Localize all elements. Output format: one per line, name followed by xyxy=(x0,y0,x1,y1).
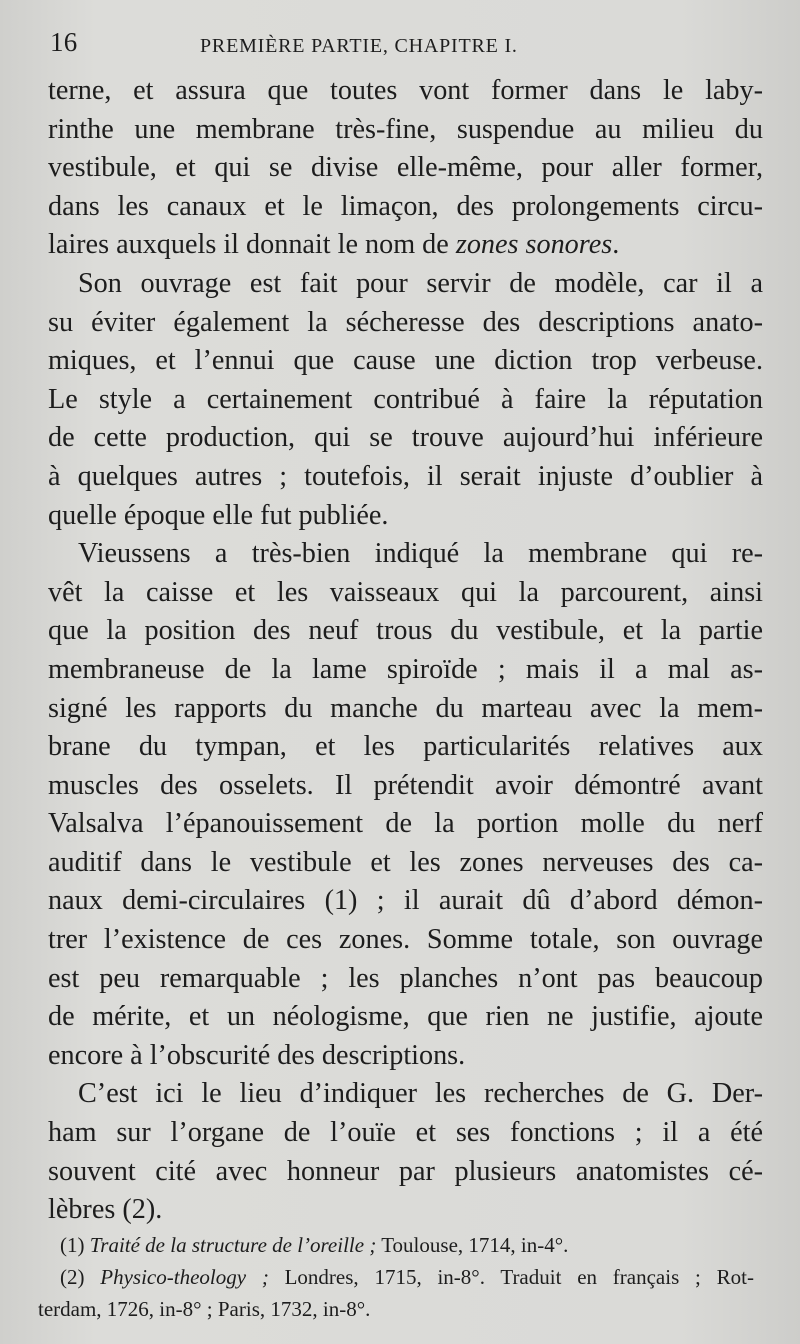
text-line: encore à l’obscurité des descriptions. xyxy=(48,1039,466,1071)
text-line: souvent cité avec honneur par plusieurs anatomistes cé- xyxy=(48,1155,763,1187)
running-head: PREMIÈRE PARTIE, CHAPITRE I. xyxy=(200,35,518,57)
page-header xyxy=(50,24,740,58)
text-line: auditif dans le vestibule et les zones nerveuses des ca- xyxy=(48,846,763,878)
text-line: vêt la caisse et les vaisseaux qui la parcourent, ainsi xyxy=(48,576,763,608)
paragraph-first-line: Son ouvrage est fait pour servir de modèle, car il a xyxy=(78,267,763,299)
text-line: brane du tympan, et les particularités relatives aux xyxy=(48,731,763,763)
text-segment: . xyxy=(612,229,620,261)
text-line: miques, et l’ennui que cause une diction trop verbeuse. xyxy=(48,345,763,377)
footnote-title: Traité de la structure de l’oreille ; xyxy=(89,1233,377,1257)
text-line: à quelques autres ; toutefois, il serait injuste d’oublier à xyxy=(48,460,763,492)
italic-term: zones sonores xyxy=(455,229,613,261)
text-line: lèbres (2). xyxy=(48,1194,163,1226)
text-line: su éviter également la sécheresse des descriptions anato- xyxy=(48,306,763,338)
text-line: dans les canaux et le limaçon, des prolongements circu- xyxy=(48,190,763,222)
footnote-marker: (2) xyxy=(60,1265,101,1289)
footnote-marker: (1) xyxy=(60,1233,90,1257)
footnote-details: Londres, 1715, in-8°. Traduit en français ; Rot- xyxy=(268,1265,754,1289)
paragraph-first-line: C’est ici le lieu d’indiquer les recherches de G. Der- xyxy=(78,1078,763,1110)
text-line: de cette production, qui se trouve aujourd’hui inférieure xyxy=(48,422,763,454)
footnote-details: Toulouse, 1714, in-4°. xyxy=(376,1233,569,1257)
text-line: membraneuse de la lame spiroïde ; mais il a mal as- xyxy=(48,653,763,685)
footnote-title: Physico-theology ; xyxy=(100,1265,269,1289)
text-segment: laires auxquels il donnait le nom de xyxy=(48,229,456,261)
text-line: ham sur l’organe de l’ouïe et ses fonctions ; il a été xyxy=(48,1117,763,1149)
body-text xyxy=(48,72,763,1230)
footnote-2 xyxy=(38,1261,754,1293)
page-number: 16 xyxy=(50,27,78,57)
text-line xyxy=(48,226,763,265)
footnote-2-continuation: terdam, 1726, in-8° ; Paris, 1732, in-8°. xyxy=(38,1297,371,1321)
footnote-1 xyxy=(38,1229,754,1261)
text-line: Le style a certainement contribué à faire la réputation xyxy=(48,383,763,415)
text-line: quelle époque elle fut publiée. xyxy=(48,499,389,531)
text-line: Valsalva l’épanouissement de la portion molle du nerf xyxy=(48,808,763,840)
text-line: terne, et assura que toutes vont former dans le laby- xyxy=(48,75,763,106)
text-line: que la position des neuf trous du vestibule, et la partie xyxy=(48,615,763,647)
text-line: est peu remarquable ; les planches n’ont pas beaucoup xyxy=(48,962,763,994)
footnotes xyxy=(38,1229,754,1325)
text-line: de mérite, et un néologisme, que rien ne justifie, ajoute xyxy=(48,1001,763,1033)
text-line: trer l’existence de ces zones. Somme totale, son ouvrage xyxy=(48,924,763,956)
text-line: vestibule, et qui se divise elle-même, pour aller former, xyxy=(48,152,763,184)
text-line: naux demi-circulaires (1) ; il aurait dû d’abord démon- xyxy=(48,885,763,917)
text-line: signé les rapports du manche du marteau avec la mem- xyxy=(48,692,763,724)
paragraph-first-line: Vieussens a très-bien indiqué la membrane qui re- xyxy=(78,538,763,570)
text-line: rinthe une membrane très-fine, suspendue au milieu du xyxy=(48,113,763,145)
text-line: muscles des osselets. Il prétendit avoir démontré avant xyxy=(48,769,763,801)
